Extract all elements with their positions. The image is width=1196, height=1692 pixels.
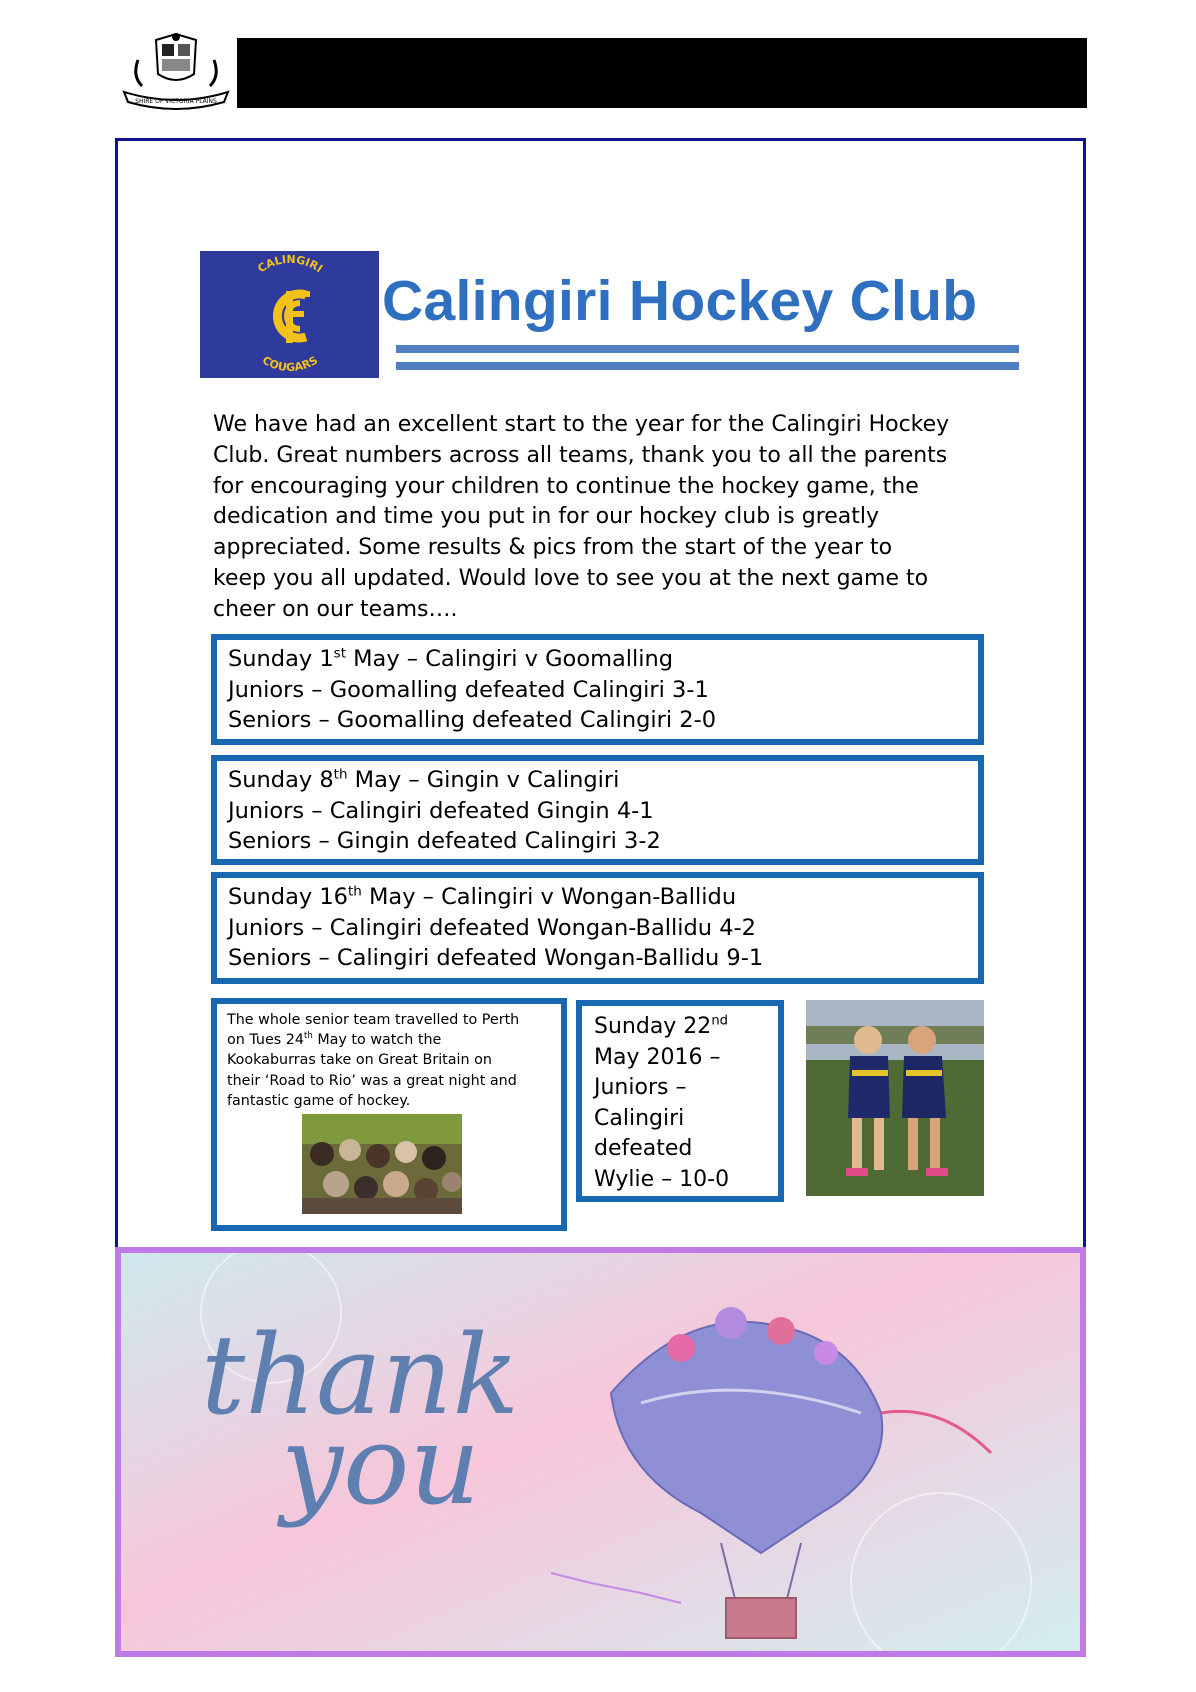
header-title-bar bbox=[237, 38, 1087, 108]
logo-bottom-text: COUGARS bbox=[260, 353, 320, 375]
note-line: fantastic game of hockey. bbox=[227, 1092, 411, 1109]
intro-line: for encouraging your children to continue the hockey game, the bbox=[213, 473, 919, 499]
wylie-line: May 2016 – bbox=[594, 1044, 721, 1070]
result-juniors: Juniors – Calingiri defeated Wongan-Ballidu 4-2 bbox=[228, 914, 756, 941]
result-title: Sunday 8th May – Gingin v Calingiri bbox=[228, 766, 620, 793]
intro-line: Club. Great numbers across all teams, thank you to all the parents bbox=[213, 442, 948, 468]
crowd-photo bbox=[302, 1114, 462, 1214]
you-text: you bbox=[281, 1401, 481, 1529]
intro-line: appreciated. Some results & pics from the start of the year to bbox=[213, 535, 893, 561]
club-title: Calingiri Hockey Club bbox=[382, 269, 978, 333]
title-underline bbox=[396, 362, 1019, 370]
result-box-wylie bbox=[576, 1000, 784, 1202]
note-line: The whole senior team travelled to Perth bbox=[227, 1012, 520, 1028]
shire-crest-icon bbox=[118, 30, 234, 110]
svg-text:COUGARS bbox=[260, 354, 320, 374]
result-juniors: Juniors – Calingiri defeated Gingin 4-1 bbox=[228, 797, 654, 824]
note-line: their ‘Road to Rio’ was a great night and bbox=[227, 1072, 517, 1089]
wylie-line: defeated bbox=[594, 1136, 693, 1162]
intro-paragraph bbox=[213, 410, 1023, 626]
result-title: Sunday 16th May – Calingiri v Wongan-Ballidu bbox=[228, 883, 737, 910]
intro-line: We have had an excellent start to the year for the Calingiri Hockey bbox=[213, 412, 950, 437]
intro-line: dedication and time you put in for our hockey club is greatly bbox=[213, 504, 880, 530]
calingiri-cougars-logo bbox=[200, 251, 379, 378]
logo-top-text: CALINGIRI bbox=[255, 252, 325, 276]
result-seniors: Seniors – Goomalling defeated Calingiri 2-0 bbox=[228, 707, 717, 733]
svg-text:CALINGIRI bbox=[255, 253, 325, 275]
result-title: Sunday 1st May – Calingiri v Goomalling bbox=[228, 645, 674, 672]
intro-line: keep you all updated. Would love to see you at the next game to bbox=[213, 565, 929, 591]
wylie-line: Juniors – bbox=[594, 1075, 687, 1101]
intro-line: cheer on our teams…. bbox=[213, 596, 458, 622]
result-juniors: Juniors – Goomalling defeated Calingiri 3-1 bbox=[228, 676, 709, 703]
two-players-photo bbox=[806, 1000, 984, 1196]
crest-motto: SHIRE OF VICTORIA PLAINS bbox=[135, 98, 217, 105]
result-box-goomalling bbox=[211, 634, 984, 745]
thank-text: thank bbox=[201, 1311, 520, 1439]
note-line: Kookaburras take on Great Britain on bbox=[227, 1052, 492, 1069]
result-seniors: Seniors – Calingiri defeated Wongan-Ballidu 9-1 bbox=[228, 945, 764, 971]
result-seniors: Seniors – Gingin defeated Calingiri 3-2 bbox=[228, 828, 661, 854]
wylie-line: Sunday 22nd bbox=[594, 1013, 729, 1039]
result-box-wongan-ballidu bbox=[211, 872, 984, 984]
wylie-line: Calingiri bbox=[594, 1105, 685, 1131]
result-box-gingin bbox=[211, 755, 984, 865]
thank-you-banner bbox=[115, 1247, 1086, 1657]
wylie-line: Wylie – 10-0 bbox=[594, 1166, 730, 1192]
note-line: on Tues 24th May to watch the bbox=[227, 1031, 442, 1049]
title-underline bbox=[396, 345, 1019, 353]
